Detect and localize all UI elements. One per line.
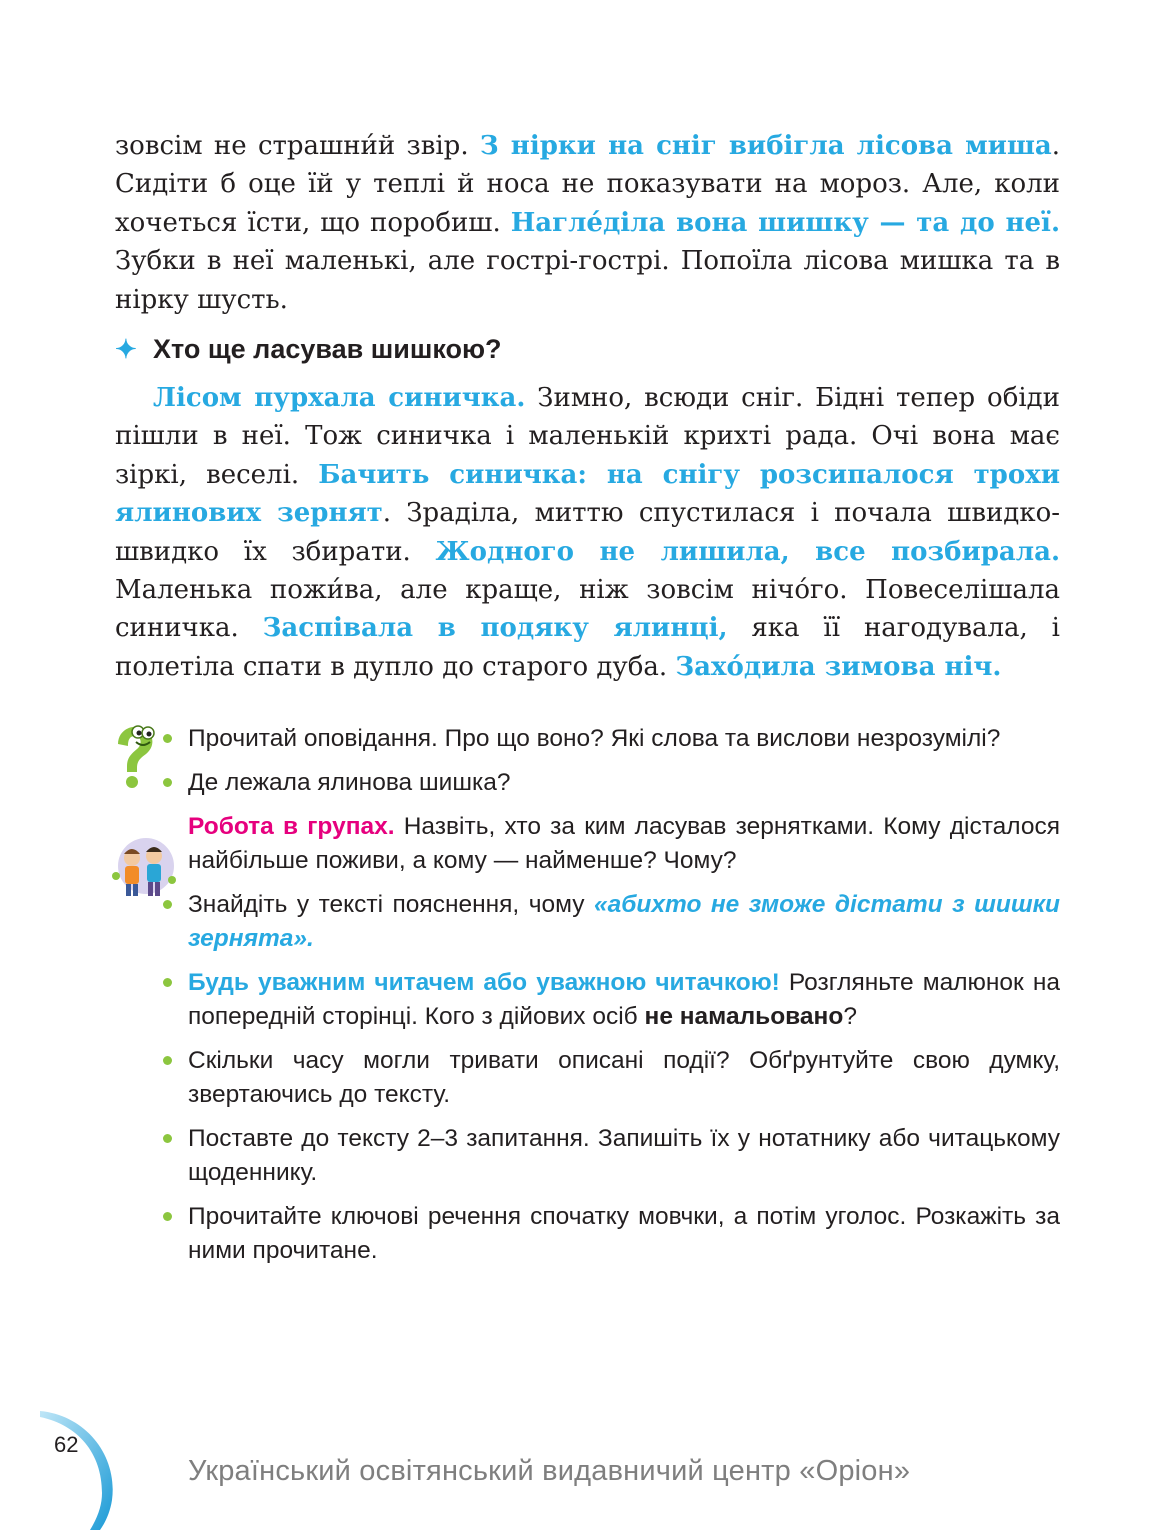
task-item-group-work	[160, 810, 1060, 878]
story-text-run: . Зраділа, миттю спустилася і почала швидко-швидко їх збирати.	[115, 498, 1061, 567]
quote-text: «абихто не зможе дістати з шишки зернята».	[188, 891, 1060, 952]
task-text: Де лежала ялинова шишка?	[188, 769, 511, 796]
task-text: Розгляньте малюнок на попередній сторінці. Кого з дійових осіб	[188, 969, 1060, 1030]
bullet-icon	[163, 778, 172, 787]
key-sentence: Нагле́діла вона шишку — та до неї.	[510, 207, 1060, 238]
key-sentence: Бачить синичка: на снігу розсипалося трохи ялинових зернят	[115, 459, 1060, 529]
bullet-icon	[163, 1134, 172, 1143]
story-text-run: Зимно, всюди сніг. Бідні тепер обіди пішли в неї. Тож синичка і маленькій крихті рада. Очі вона має зіркі, веселі.	[115, 383, 1060, 490]
tasks-list	[160, 722, 1060, 1278]
task-item	[160, 1200, 1060, 1268]
bullet-icon	[163, 978, 172, 987]
task-item	[160, 966, 1060, 1034]
section-heading	[115, 329, 1060, 369]
publisher-footer: Український освітянський видавничий центр «Оріон»	[188, 1455, 911, 1487]
task-text: Знайдіть у тексті пояснення, чому	[188, 891, 594, 918]
group-work-label: Робота в групах.	[188, 813, 395, 840]
task-item	[160, 722, 1060, 756]
story-text-run: зовсім не страшни́й звір.	[115, 131, 480, 161]
task-text: Поставте до тексту 2–3 запитання. Запишіть їх у нотатнику або читацькому щоденнику.	[188, 1125, 1060, 1186]
bullet-icon	[163, 1212, 172, 1221]
key-sentence: Заспівала в подяку ялинці,	[262, 613, 728, 644]
emphasis-text: не намальовано	[644, 1003, 844, 1030]
key-sentence: З нірки на сніг вибігла лісова миша	[479, 131, 1052, 161]
task-text: ?	[843, 1003, 857, 1030]
bullet-icon	[163, 734, 172, 743]
key-sentence: Захо́дила зимова ніч.	[675, 651, 1002, 682]
question-mark-icon	[108, 722, 164, 792]
task-text: Прочитайте ключові речення спочатку мовчки, а потім уголос. Розкажіть за ними прочитане.	[188, 1203, 1060, 1264]
bullet-icon	[163, 1056, 172, 1065]
task-text: Назвіть, хто за ким ласував зернятками. Кому дісталося найбільше поживи, а кому — найменше? Чому?	[188, 813, 1060, 874]
bullet-icon	[163, 900, 172, 909]
page-number: 62	[54, 1432, 79, 1457]
story-paragraph-1	[115, 127, 1060, 319]
key-sentence: Жодного не лишила, все позбирала.	[435, 536, 1060, 567]
task-text: Скільки часу могли тривати описані події? Обґрунтуйте свою думку, звертаючись до тексту.	[188, 1047, 1060, 1108]
task-text: Прочитай оповідання. Про що воно? Які слова та вислови незрозумілі?	[188, 725, 1001, 752]
star-icon: ✦	[115, 334, 137, 365]
key-sentence: Лісом пурхала синичка.	[153, 383, 526, 414]
attentive-reader-label: Будь уважним читачем або уважною читачкою!	[188, 969, 780, 996]
task-item	[160, 1122, 1060, 1190]
section-heading-text: Хто ще ласував шишкою?	[153, 334, 502, 365]
task-item	[160, 1044, 1060, 1112]
page-corner-arc	[0, 1405, 120, 1530]
story-text-run: Маленька пожи́ва, але краще, ніж зовсім нічо́го. Повеселішала синичка.	[115, 575, 1060, 644]
story-paragraph-2	[115, 379, 1060, 686]
story-text-run: яка її нагодувала, і полетіла спати в дупло до старого дуба.	[115, 613, 1060, 682]
story-text-run: Зубки в неї маленькі, але гострі-гострі. Попоїла лісова мишка та в нірку шусть.	[115, 246, 1060, 315]
story-text	[115, 127, 1060, 686]
story-text-run: . Сидіти б оце їй у теплі й носа не показувати на мороз. Але, коли хочеться їсти, що поробиш.	[115, 131, 1060, 238]
task-item	[160, 888, 1060, 956]
task-item	[160, 766, 1060, 800]
